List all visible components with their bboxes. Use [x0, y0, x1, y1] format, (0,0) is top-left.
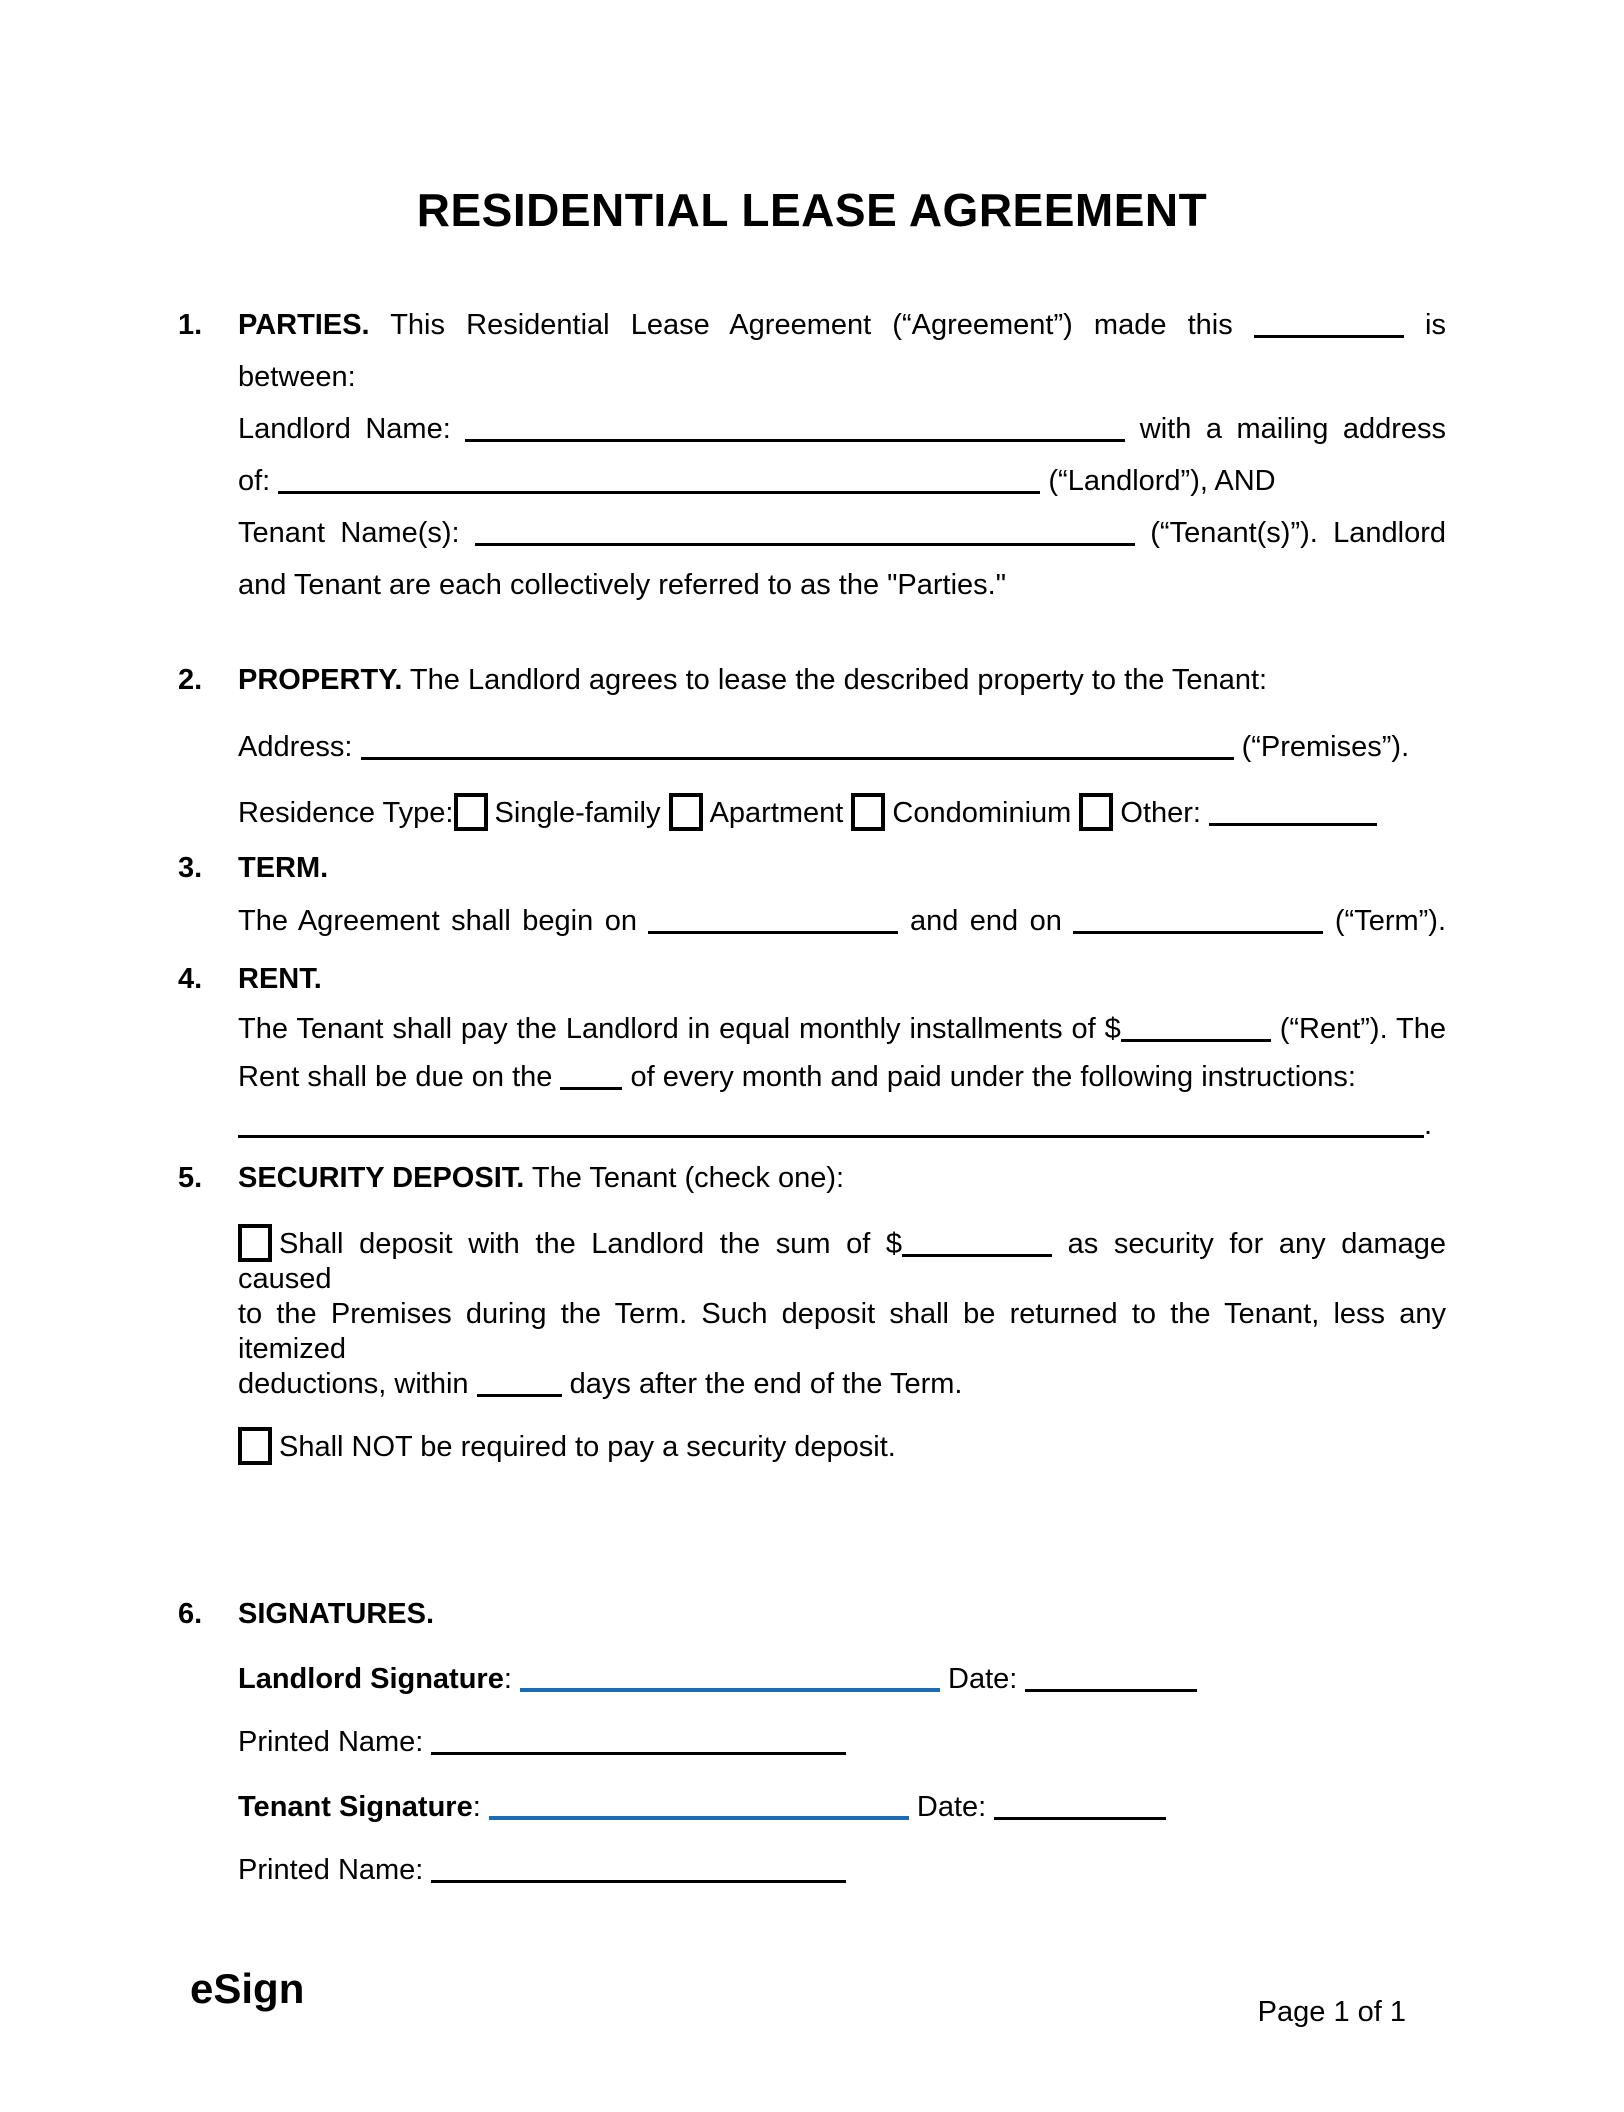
printed-name-label: Printed Name: [238, 1726, 424, 1758]
rent-text: of every month and paid under the following instructions: [630, 1061, 1356, 1093]
parties-text: This Residential Lease Agreement (“Agreement”) made this [390, 309, 1233, 341]
checkbox-shall-deposit[interactable] [238, 1224, 272, 1262]
section-number: 4. [178, 963, 203, 995]
rent-text: . [1424, 1109, 1433, 1141]
date-label: Date: [916, 1791, 987, 1823]
term-start-blank[interactable] [648, 911, 898, 934]
residence-option-label: Other: [1120, 797, 1201, 829]
checkbox-apartment[interactable] [669, 793, 703, 831]
term-text: (“Term”). [1334, 905, 1447, 937]
premises-text: (“Premises”). [1241, 731, 1410, 763]
landlord-address-blank[interactable] [278, 471, 1040, 494]
parties-text: (“Landlord”), AND [1048, 465, 1276, 497]
rent-text: The Tenant shall pay the Landlord in equal monthly installments of $ [238, 1013, 1121, 1045]
deposit-option-text: Shall deposit with the Landlord the sum of $ [279, 1228, 903, 1260]
deposit-option-text: to the Premises during the Term. Such deposit shall be returned to the Tenant, less any itemized [238, 1298, 1446, 1365]
tenant-signature-label: Tenant Signature [238, 1791, 473, 1823]
section-rent [178, 953, 1446, 1149]
term-end-blank[interactable] [1073, 911, 1323, 934]
residence-option-label: Single-family [494, 797, 661, 829]
deposit-option-text: deductions, within [238, 1368, 469, 1400]
security-deposit-text: The Tenant (check one): [531, 1162, 845, 1194]
tenant-printed-name-blank[interactable] [431, 1860, 846, 1883]
tenant-signature-line[interactable] [489, 1798, 909, 1820]
date-label: Date: [948, 1663, 1018, 1695]
residence-other-blank[interactable] [1209, 803, 1377, 826]
tenant-date-blank[interactable] [994, 1797, 1166, 1820]
deposit-return-days-blank[interactable] [477, 1374, 562, 1397]
page-title: RESIDENTIAL LEASE AGREEMENT [416, 184, 1208, 236]
deposit-option-text: as security for any damage caused [238, 1228, 1446, 1295]
checkbox-condominium[interactable] [851, 793, 885, 831]
checkbox-no-deposit[interactable] [238, 1427, 272, 1465]
section-term [178, 842, 1446, 947]
parties-text: (“Tenant(s)”). Landlord [1150, 517, 1447, 549]
section-number: 2. [178, 664, 203, 696]
landlord-name-label: Landlord Name: [238, 413, 451, 445]
landlord-signature-line[interactable] [520, 1670, 940, 1692]
checkbox-other[interactable] [1079, 793, 1113, 831]
checkbox-single-family[interactable] [454, 793, 488, 831]
section-security-deposit [178, 1152, 1446, 1465]
property-text: The Landlord agrees to lease the described property to the Tenant: [409, 664, 1268, 696]
deposit-option-text: Shall NOT be required to pay a security deposit. [279, 1431, 896, 1463]
section-number: 5. [178, 1162, 203, 1194]
section-heading-parties: PARTIES. [238, 309, 370, 341]
rent-text: (“Rent”). The [1279, 1013, 1447, 1045]
deposit-option-text: days after the end of the Term. [569, 1368, 963, 1400]
deposit-amount-blank[interactable] [902, 1234, 1052, 1257]
residence-option-label: Apartment [709, 797, 844, 829]
section-property [178, 654, 1446, 839]
tenant-name-label: Tenant Name(s): [238, 517, 460, 549]
section-heading-signatures: SIGNATURES. [238, 1598, 435, 1630]
residence-type-label: Residence Type: [238, 797, 454, 829]
landlord-name-blank[interactable] [465, 419, 1125, 442]
section-number: 3. [178, 852, 203, 884]
section-number: 6. [178, 1598, 203, 1630]
tenant-names-blank[interactable] [475, 523, 1135, 546]
address-label: Address: [238, 731, 353, 763]
residence-option-label: Condominium [892, 797, 1072, 829]
landlord-signature-label: Landlord Signature [238, 1663, 504, 1695]
landlord-printed-name-blank[interactable] [431, 1732, 846, 1755]
parties-text: and Tenant are each collectively referred to as the "Parties." [238, 569, 1007, 601]
landlord-date-blank[interactable] [1025, 1669, 1197, 1692]
section-heading-property: PROPERTY. [238, 664, 403, 696]
section-signatures [178, 1588, 1446, 1896]
payment-instructions-blank[interactable] [238, 1115, 1424, 1138]
parties-text: is between: [238, 309, 1446, 393]
colon: : [503, 1663, 512, 1695]
rent-due-day-blank[interactable] [560, 1067, 622, 1090]
section-parties [178, 299, 1446, 611]
term-text: and end on [909, 905, 1062, 937]
term-text: The Agreement shall begin on [238, 905, 637, 937]
section-heading-security-deposit: SECURITY DEPOSIT. [238, 1162, 525, 1194]
section-number: 1. [178, 309, 203, 341]
property-address-blank[interactable] [361, 737, 1234, 760]
section-heading-rent: RENT. [238, 963, 322, 995]
agreement-date-blank[interactable] [1254, 315, 1404, 338]
section-heading-term: TERM. [238, 852, 329, 884]
rent-text: Rent shall be due on the [238, 1061, 553, 1093]
esign-logo: eSign [190, 1965, 305, 2012]
of-label: of: [238, 465, 271, 497]
parties-text: with a mailing address [1139, 413, 1446, 445]
page-number: Page 1 of 1 [1257, 1996, 1406, 2028]
rent-amount-blank[interactable] [1121, 1019, 1271, 1042]
printed-name-label: Printed Name: [238, 1854, 424, 1886]
colon: : [472, 1791, 481, 1823]
